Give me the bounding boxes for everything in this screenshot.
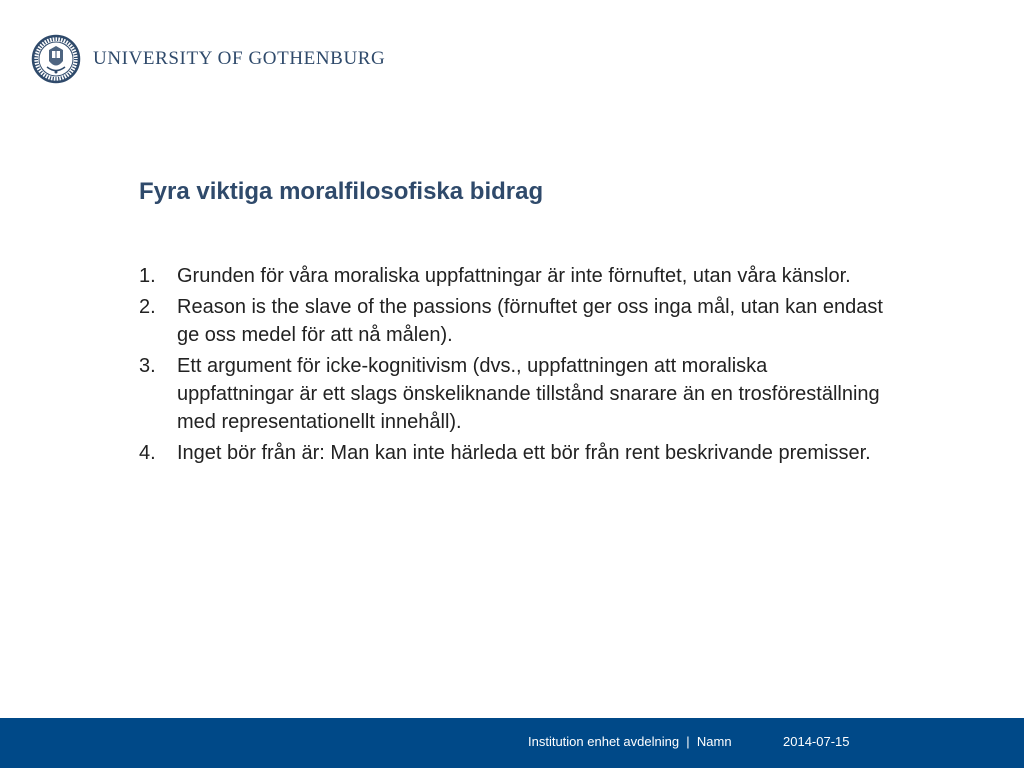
- footer-organization: Institution enhet avdelning | Namn: [528, 734, 732, 749]
- university-logo: [31, 34, 385, 84]
- list-item: [139, 352, 884, 436]
- list-item: [139, 293, 884, 349]
- list-item-text: Reason is the slave of the passions (förnuftet ger oss inga mål, utan kan endast ge oss medel för att nå målen).: [177, 296, 883, 346]
- logo-wordmark: UNIVERSITY OF GOTHENBURG: [93, 48, 386, 69]
- list-item-number: 2.: [139, 296, 156, 318]
- list-item-number: 4.: [139, 442, 156, 464]
- list-item-text: Ett argument för icke-kognitivism (dvs., uppfattningen att moraliska uppfattningar är ett slags önskeliknande tillstånd snarare än en trosföreställning med representationellt innehåll).: [177, 355, 880, 433]
- numbered-list: [139, 262, 884, 470]
- list-item-text: Grunden för våra moraliska uppfattningar är inte förnuftet, utan våra känslor.: [177, 265, 851, 287]
- list-item: [139, 439, 884, 467]
- list-item-number: 1.: [139, 265, 156, 287]
- slide-title: Fyra viktiga moralfilosofiska bidrag: [139, 178, 544, 205]
- footer-date: 2014-07-15: [783, 734, 850, 749]
- university-seal-icon: [31, 34, 81, 84]
- list-item: [139, 262, 884, 290]
- list-item-number: 3.: [139, 355, 156, 377]
- list-item-text: Inget bör från är: Man kan inte härleda ett bör från rent beskrivande premisser.: [177, 442, 871, 464]
- footer-bar: [0, 718, 1024, 768]
